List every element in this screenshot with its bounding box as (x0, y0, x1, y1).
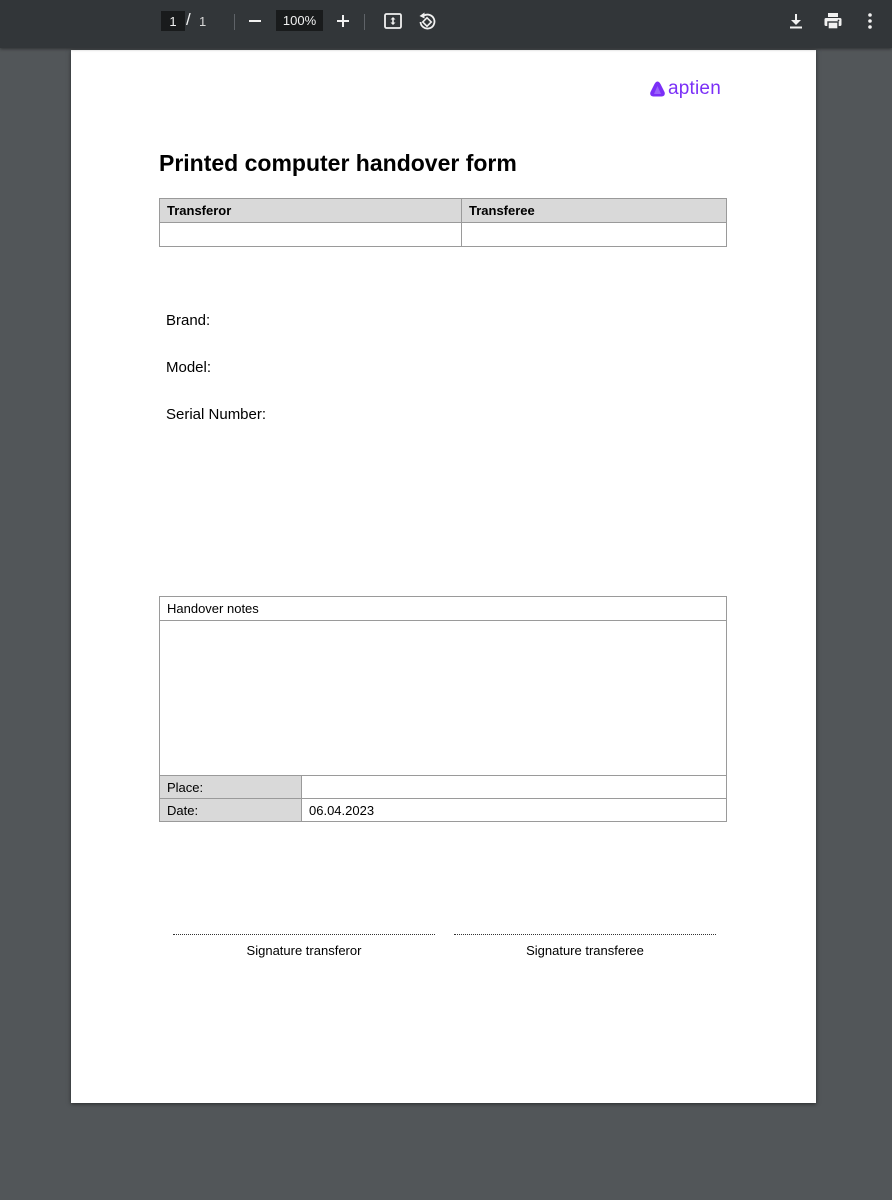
signature-transferee (454, 934, 716, 958)
transferee-value (462, 223, 727, 247)
date-label: Date: (160, 799, 302, 822)
zoom-level-input[interactable] (276, 10, 323, 31)
place-label: Place: (160, 776, 302, 799)
place-row (160, 776, 727, 799)
transferor-value (160, 223, 462, 247)
toolbar-divider (364, 14, 365, 30)
document-title: Printed computer handover form (159, 150, 517, 176)
more-vert-icon (867, 12, 873, 30)
logo-text: aptien (668, 78, 721, 99)
aptien-logo (649, 79, 721, 98)
page-total: 1 (199, 13, 207, 29)
minus-icon (248, 14, 262, 28)
date-value: 06.04.2023 (302, 799, 727, 822)
parties-header-row (160, 199, 727, 223)
notes-header-row (160, 597, 727, 621)
handover-notes-body (160, 621, 727, 776)
date-row (160, 799, 727, 822)
print-icon (823, 11, 843, 31)
rotate-button[interactable] (414, 8, 440, 34)
serial-number-label: Serial Number: (166, 406, 267, 423)
signature-line (173, 934, 435, 935)
document-page (71, 50, 816, 1103)
signature-transferor-label: Signature transferor (246, 943, 362, 958)
parties-value-row (160, 223, 727, 247)
more-options-button[interactable] (857, 8, 883, 34)
notes-body-row (160, 621, 727, 776)
fit-to-page-button[interactable] (380, 8, 406, 34)
page-number-input[interactable] (161, 11, 185, 31)
signature-transferor (173, 934, 435, 958)
aptien-logo-icon (649, 80, 666, 98)
zoom-out-button[interactable] (243, 9, 267, 33)
rotate-icon (417, 11, 437, 31)
toolbar-divider (234, 14, 235, 30)
plus-icon (336, 14, 350, 28)
handover-notes-header: Handover notes (160, 597, 727, 621)
handover-notes-table (159, 596, 727, 822)
download-button[interactable] (783, 8, 809, 34)
zoom-in-button[interactable] (331, 9, 355, 33)
place-value (302, 776, 727, 799)
pdf-toolbar (0, 0, 892, 48)
print-button[interactable] (820, 8, 846, 34)
parties-table (159, 198, 727, 247)
transferor-header: Transferor (160, 199, 462, 223)
transferee-header: Transferee (462, 199, 727, 223)
model-label: Model: (166, 359, 212, 376)
signature-line (454, 934, 716, 935)
download-icon (787, 12, 805, 30)
fit-to-page-icon (383, 11, 403, 31)
brand-label: Brand: (166, 312, 211, 329)
page-separator: / (186, 10, 191, 29)
signature-transferee-label: Signature transferee (526, 943, 644, 958)
